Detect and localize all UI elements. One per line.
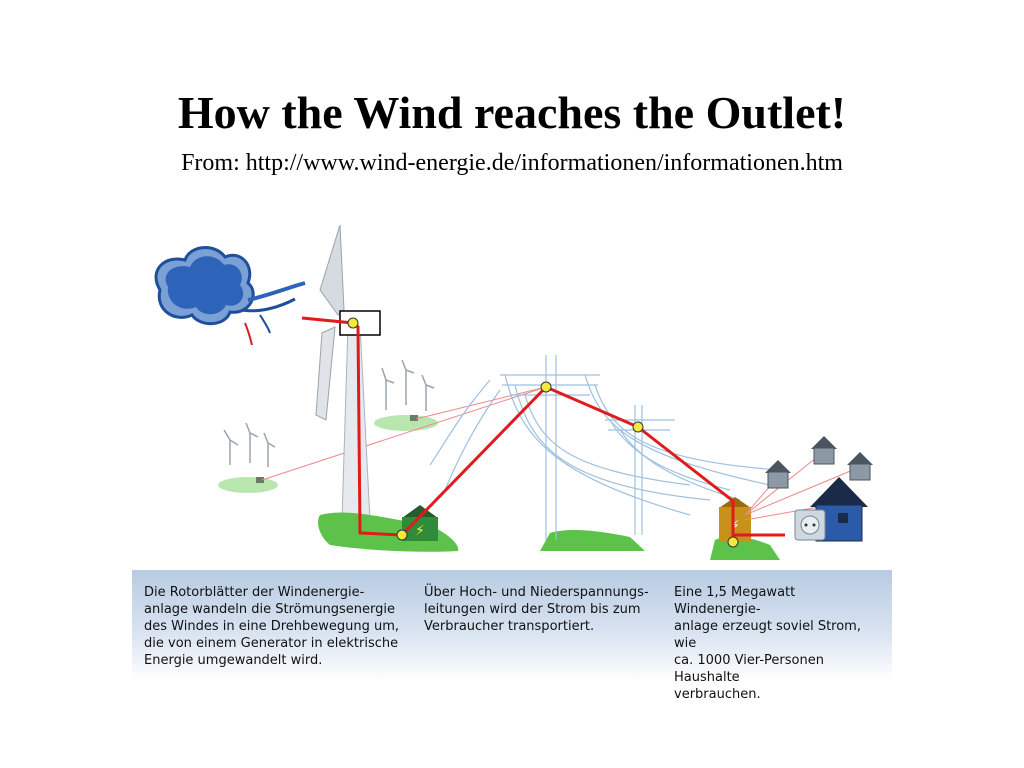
node-transformer [397,530,407,540]
turbine-blade-bottom [316,327,335,420]
slide-title: How the Wind reaches the Outlet! [177,87,847,138]
turbine-tower [342,325,370,520]
node-substation [728,537,738,547]
feed-lines-distant [262,387,546,480]
wind-to-outlet-diagram [130,215,900,570]
house-small-1 [765,460,791,488]
caption-turbine: Die Rotorblätter der Windenergie- anlage wandeln die Strömungsenergie des Windes in eine Drehbewegung um, die von einem Generator in elektrische Energie umgewandelt wird. [144,585,400,668]
caption-households: Eine 1,5 Megawatt Windenergie- anlage erzeugt soviel Strom, wie ca. 1000 Vier-Personen Haushalte verbrauchen. [674,585,861,702]
caption-transmission: Über Hoch- und Niederspannungs- leitungen wird der Strom bis zum Verbraucher transportiert. [424,585,649,634]
distant-house-mid [410,415,418,421]
node-pylon-high [541,382,551,392]
distant-windfarm-left-ground [218,477,278,493]
distant-windfarm-left [224,423,275,467]
distant-windfarm-mid [382,360,434,411]
house-small-2 [811,436,837,464]
svg-text:⚡: ⚡ [730,518,740,534]
main-wind-turbine [316,225,380,520]
node-pylon-low [633,422,643,432]
outlet-plug-icon [795,510,825,540]
caption-bar [132,570,892,702]
source-citation: From: http://www.wind-energie.de/informationen/informationen.htm [181,150,843,176]
house-small-3 [847,452,873,480]
wind-cloud-icon [156,248,305,345]
turbine-blade-top [320,225,344,315]
node-nacelle [348,318,358,328]
svg-text:⚡: ⚡ [415,523,425,539]
distant-windfarm-mid-ground [374,415,438,431]
power-line [302,318,785,535]
